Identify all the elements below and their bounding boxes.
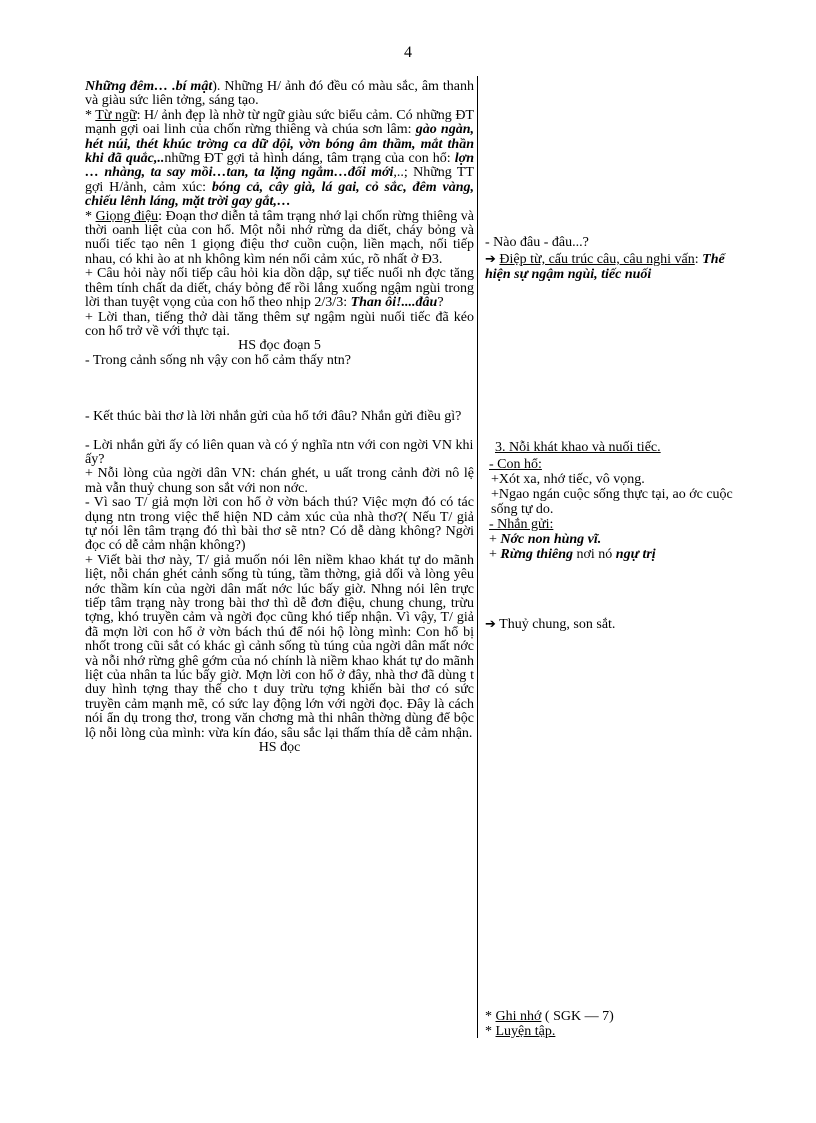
text: ? [437, 295, 444, 311]
bold-quote: Than ôi!....đâu [350, 295, 438, 311]
text: ,..; Những TT gợi H/ảnh, cảm xúc: [85, 165, 474, 195]
column-divider [477, 76, 478, 1038]
note-question: - Nào đâu - đâu...? [485, 235, 589, 250]
note-footer [485, 1009, 735, 1039]
label-word-choice: Từ ngữ [95, 107, 137, 123]
note-item: +Ngao ngán cuộc sống thực tại, ao ớc cuộc sống tự do. [491, 487, 733, 517]
question-borrow: - Vì sao T/ giả mợn lời con hổ ở vờn bách thú? Việc mợn đó có tác dụng ntn trong việc thể hiện ND cảm xúc của nhà thơ?( Nếu T/ giả tự nói lên tâm trạng đó thì bài thơ sẽ ntn? Có dễ dàng không? Ngời đọc có dễ cảm nhận không?) [85, 495, 474, 554]
note-tiger [489, 457, 739, 562]
arrow-right-icon: ➔ [485, 617, 496, 632]
paragraph-heart: + Nỗi lòng của ngời dân VN: chán ghét, u uất trong cảnh đời nô lệ mà vẫn thuỷ chung son sắt với non nớc. [85, 466, 474, 496]
bullet: * [485, 1024, 496, 1039]
label-repetition: Điệp từ, cấu trúc câu, câu nghi vấn [499, 252, 695, 267]
paragraph-images [85, 80, 474, 109]
bold-quote: lợn … nhàng, ta say mồi…tan, ta lặng ngắm…đổi mới [85, 151, 474, 181]
question-feeling: - Trong cảnh sống nh vậy con hổ cảm thấy ntn? [85, 352, 351, 368]
paragraph-word-choice [85, 109, 474, 210]
arrow-right-icon: ➔ [485, 252, 496, 267]
note-item: +Xót xa, nhớ tiếc, vô vọng. [491, 472, 645, 487]
bold-quote: gào ngàn, hét núi, thét khúc trờng ca dữ dội, vờn bóng âm thầm, mắt thần khi đã quắc,.. [85, 122, 474, 167]
label-luyen-tap: Luyện tập. [495, 1024, 556, 1039]
paragraph-sigh: + Lời than, tiếng thở dài tăng thêm sự ngậm ngùi nuối tiếc đã kéo con hổ trở về với thực tại. [85, 309, 474, 339]
question-message: - Kết thúc bài thơ là lời nhắn gửi của hổ tới đâu? Nhắn gửi điều gì? [85, 409, 462, 425]
bold-quote: bóng cả, cây già, lá gai, cỏ sắc, đêm vàng, chiếu lênh láng, mặt trời gay gắt,… [85, 179, 474, 210]
section-3-title: 3. Nỗi khát khao và nuối tiếc. [495, 440, 661, 455]
paragraph-questions [85, 267, 474, 310]
label-tone: Giọng điệu [95, 208, 159, 224]
note-repetition [485, 250, 735, 282]
bold-phrase: ngự trị [615, 547, 656, 562]
text: : H/ ảnh đẹp là nhờ từ ngữ giàu sức biểu cảm. Có những ĐT mạnh gợi oai linh của chốn rừng thiêng và chúa sơn lâm: [85, 107, 474, 138]
note-item [489, 547, 739, 562]
text: : Đoạn thơ diễn tả tâm trạng nhớ lại chốn rừng thiêng và thời oanh liệt của con hổ. Một nỗi nhớ rừng da diết, cháy bỏng và nuối tiếc tạo nên 1 giọng điệu thơ cuồn cuộn, liền mạch, nối tiếp nhau, có khi ào at nh không kìm nén nổi cảm xúc, rõ nhất ở Đ3. [85, 208, 475, 267]
bold-phrase: Nớc non hùng vĩ. [500, 532, 602, 547]
bullet: * [85, 107, 96, 123]
bullet: * [85, 208, 96, 224]
paragraph-hs-read: HS đọc [258, 740, 301, 756]
note-item [485, 617, 735, 632]
bullet: + [489, 547, 501, 562]
paragraph-tone [85, 210, 474, 268]
text: những ĐT gợi tả hình dáng, tâm trạng của con hổ: [164, 151, 455, 167]
text: : [694, 252, 703, 267]
note-section-3 [495, 440, 745, 455]
text: ( SGK — 7) [541, 1009, 614, 1024]
bold-phrase: Rừng thiêng [500, 547, 573, 562]
paragraph-read-5: HS đọc đoạn 5 [238, 338, 321, 354]
label-con-ho: - Con hổ: [489, 457, 542, 472]
text: ). Những H/ ảnh đó đều có màu sắc, âm thanh và giàu sức liên tởng, sáng tạo. [85, 79, 474, 109]
bullet: + [489, 532, 501, 547]
paragraph-answer: + Viết bài thơ này, T/ giả muốn nói lên niềm khao khát tự do mãnh liệt, nỗi chán ghét cảnh sống tù túng, tầm thờng, giả dối và lòng yêu nớc thầm kín của ngời dân mất nớc lúc bấy giờ. Nhng nói lên trực tiếp tâm trạng này trong bài thơ thì dễ đơn điệu, chung chung, trừu tợng, khó truyền cảm và ngời đọc cũng khó tiếp nhận. Vì vậy, T/ giả đã mợn lời con hổ ở vờn bách thú để nói hộ lòng mình: Con hổ bị nhốt trong cũi sắt có khác gì cảnh sống tù túng của ngời dân mất nớc và nỗi nhớ rừng ghê gớm của nó chính là niềm khao khát tự do mãnh liệt của nhân ta lúc bấy giờ. Mợn lời con hổ ở đây, nhà thơ đã dùng t duy hình tợng thay thế cho t duy trừu tợng khiến bài thơ có sức truyền cảm mạnh mẽ, có sức lay động lớn với ngời đọc. Đây là cách nói ẩn dụ trong thơ, trong văn chơng mà thi nhân thờng dùng để bộc lộ nỗi lòng của mình: vừa kín đáo, sâu sắc lại thấm thía dễ cảm nhận. [85, 552, 474, 741]
note-loyalty [485, 617, 735, 632]
note-luyen-tap [485, 1024, 735, 1039]
label-nhan-gui: - Nhắn gửi: [489, 517, 554, 532]
bullet: * [485, 1009, 496, 1024]
note-ghi-nho [485, 1009, 735, 1024]
bold-conclusion: Thể hiện sự ngậm ngùi, tiếc nuối [485, 252, 725, 282]
text: Thuỷ chung, son sắt. [495, 617, 616, 632]
text: nơi nó [572, 547, 616, 562]
left-column [85, 80, 474, 755]
label-ghi-nho: Ghi nhớ [495, 1009, 542, 1024]
question-relation: - Lời nhắn gửi ấy có liên quan và có ý nghĩa ntn với con ngời VN khi ấy? [85, 437, 474, 467]
bold-quote: Những đêm… .bí mật [85, 79, 213, 94]
note-item [489, 532, 739, 547]
note-rhetoric [485, 235, 735, 282]
page-number: 4 [404, 44, 412, 61]
text: + Câu hỏi này nối tiếp câu hỏi kia dồn dập, sự tiếc nuối nh đợc tăng thêm tính chất da diết, cháy bỏng để rồi lắng xuống ngậm ngùi trong lời than tuyệt vọng của con hổ theo nhịp 2/3/3: [85, 266, 474, 311]
